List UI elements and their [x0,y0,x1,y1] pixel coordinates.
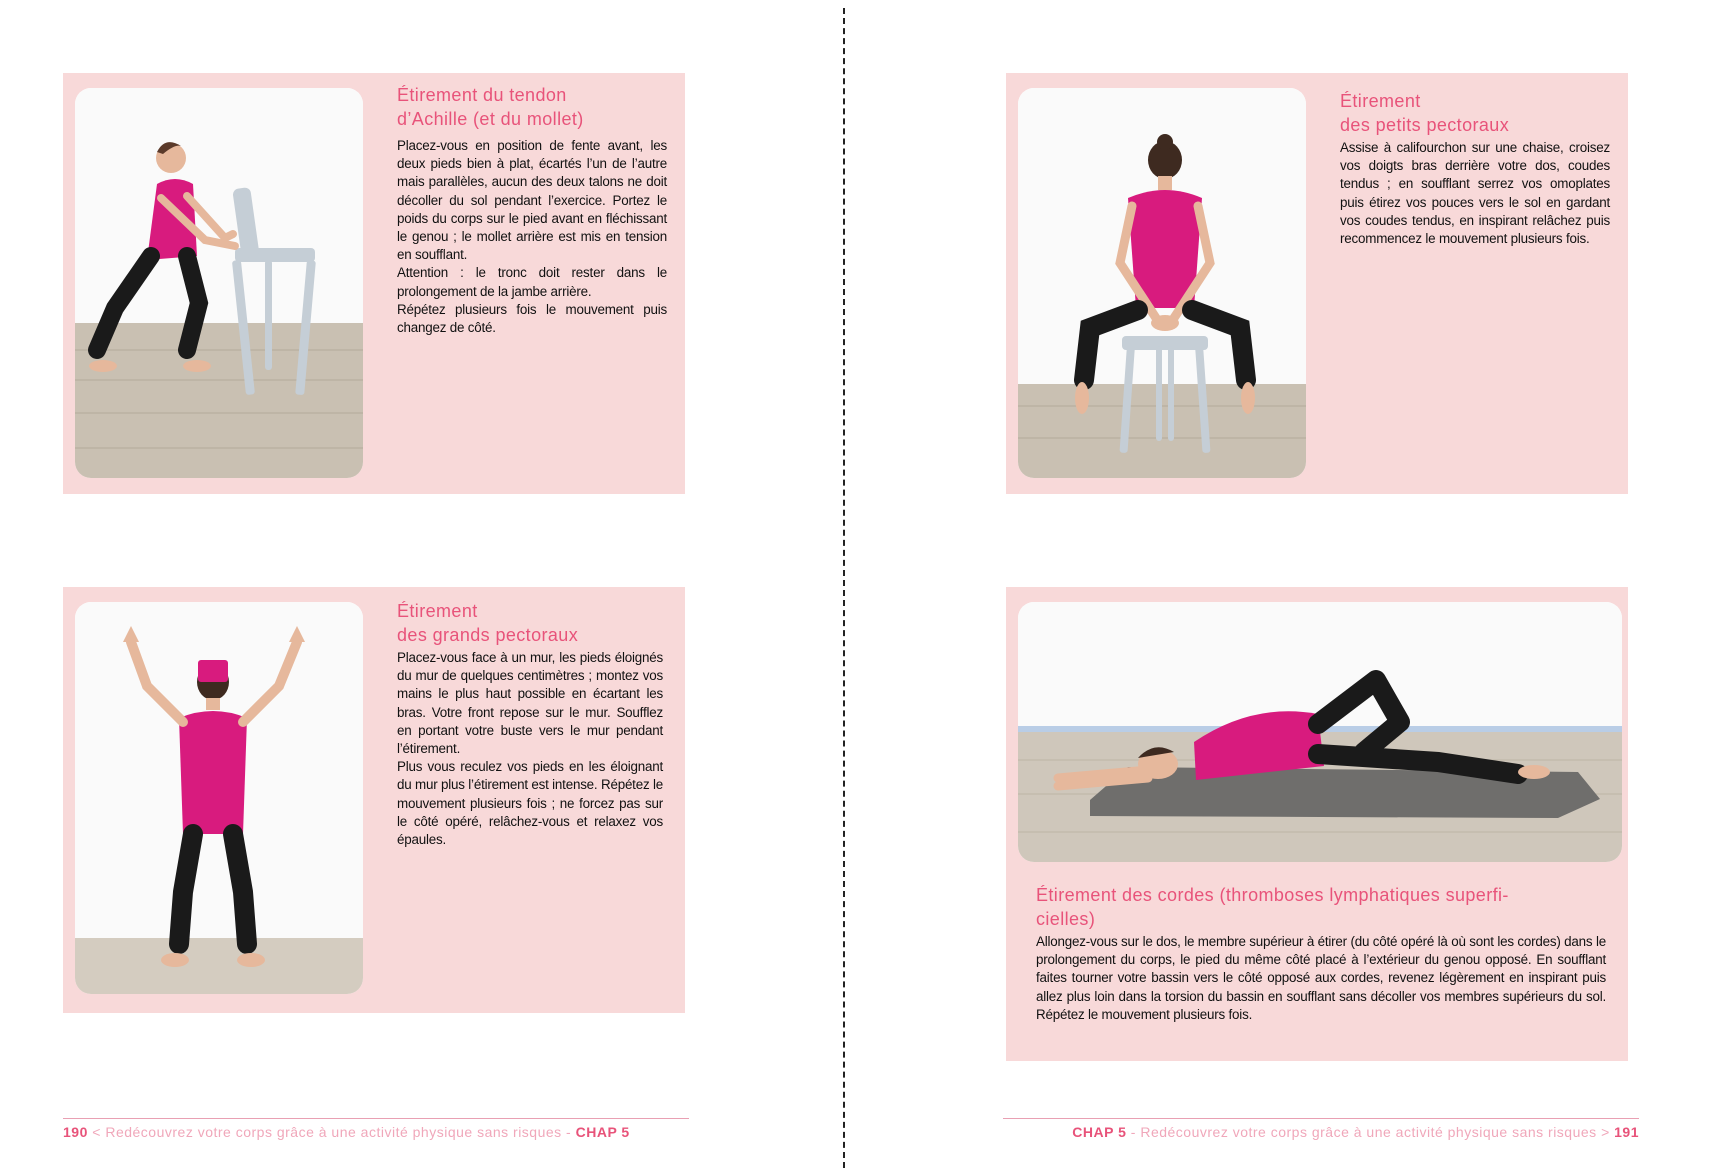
paragraph: Attention : le tronc doit rester dans le prolongement de la jambe arrière. [397,265,667,299]
paragraph: Plus vous reculez vos pieds en les éloignant du mur plus l’étirement est intense. Répétez le mouvement plusieurs fois ; ne forcez pas sur le côté opéré, relâchez-vous et relaxez vos épaules. [397,759,663,848]
paragraph: Assise à califourchon sur une chaise, croisez vos doigts bras derrière votre dos, coudes tendus ; en soufflant serrez vos omoplates puis étirez vos pouces vers le sol en gardant vos coudes tendus, en inspirant relâchez puis recommencez le mouvement plusieurs fois. [1340,140,1610,247]
footer-running-head [63,1124,630,1140]
footer-arrow: < [92,1124,101,1140]
footer-running-head [1072,1124,1639,1140]
exercise-card-achilles [63,73,685,494]
card-body [397,137,667,337]
card-body [1340,139,1610,248]
footer-chapter: CHAP 5 [575,1124,630,1140]
photo-small-pectorals-stretch [1018,88,1306,478]
footer-book-title: Redécouvrez votre corps grâce à une activité physique sans risques - [105,1124,572,1140]
card-body [1036,933,1606,1024]
title-line: des petits pectoraux [1340,115,1510,135]
card-text-achilles [397,83,667,337]
footer-left [63,1118,689,1148]
page-number: 190 [63,1124,88,1140]
photo-large-pectorals-stretch [75,602,363,994]
paragraph: Allongez-vous sur le dos, le membre supérieur à étirer (du côté opéré là où sont les cordes) dans le prolongement du corps, le pied du même côté placé à l’extérieur du genou opposé. En soufflant faites tourner votre bassin vers le côté opposé aux cordes, revenez légèrement en inspirant puis allez plus loin dans la torsion du bassin en soufflant sans décoller vos membres supérieurs du sol. Répétez le mouvement plusieurs fois. [1036,934,1606,1022]
title-line: des grands pectoraux [397,625,579,645]
footer-chapter: CHAP 5 [1072,1124,1127,1140]
title-line: Étirement [1340,91,1421,111]
title-line: Étirement des cordes (thromboses lymphatiques superfi- [1036,885,1509,905]
exercise-card-small-pectorals [1006,73,1628,494]
photo-cords-stretch [1018,602,1622,862]
card-body [397,649,663,849]
paragraph: Répétez plusieurs fois le mouvement puis changez de côté. [397,301,667,336]
page-fold-dashed-line [843,8,845,1168]
footer-rule [63,1118,689,1119]
card-text-small-pectorals [1340,89,1610,248]
card-title [1340,89,1610,137]
paragraph: Placez-vous face à un mur, les pieds éloignés du mur de quelques centimètres ; montez vos mains le plus haut possible en écartant les bras. Votre front repose sur le mur. Soufflez en portant votre buste vers le mur pendant l’étirement. [397,650,663,757]
photo-achilles-stretch [75,88,363,478]
footer-right [1003,1118,1639,1148]
card-title [397,599,663,647]
footer-arrow: > [1601,1124,1610,1140]
title-line: Étirement du tendon [397,85,567,105]
page-number: 191 [1614,1124,1639,1140]
title-line: cielles) [1036,909,1096,929]
card-title [1036,883,1606,931]
card-text-large-pectorals [397,599,663,849]
exercise-card-large-pectorals [63,587,685,1013]
card-text-cords [1036,883,1606,1024]
footer-book-title: - Redécouvrez votre corps grâce à une activité physique sans risques [1130,1124,1597,1140]
exercise-card-cords [1006,587,1628,1061]
title-line: Étirement [397,601,478,621]
paragraph: Placez-vous en position de fente avant, les deux pieds bien à plat, écartés l’un de l’autre mais parallèles, aucun des deux talons ne doit décoller du sol pendant l’exercice. Portez le poids du corps sur le pied avant en fléchissant le genou ; le mollet arrière est mis en tension en soufflant. [397,138,667,263]
card-title [397,83,667,131]
footer-rule [1003,1118,1639,1119]
title-line: d’Achille (et du mollet) [397,109,584,129]
